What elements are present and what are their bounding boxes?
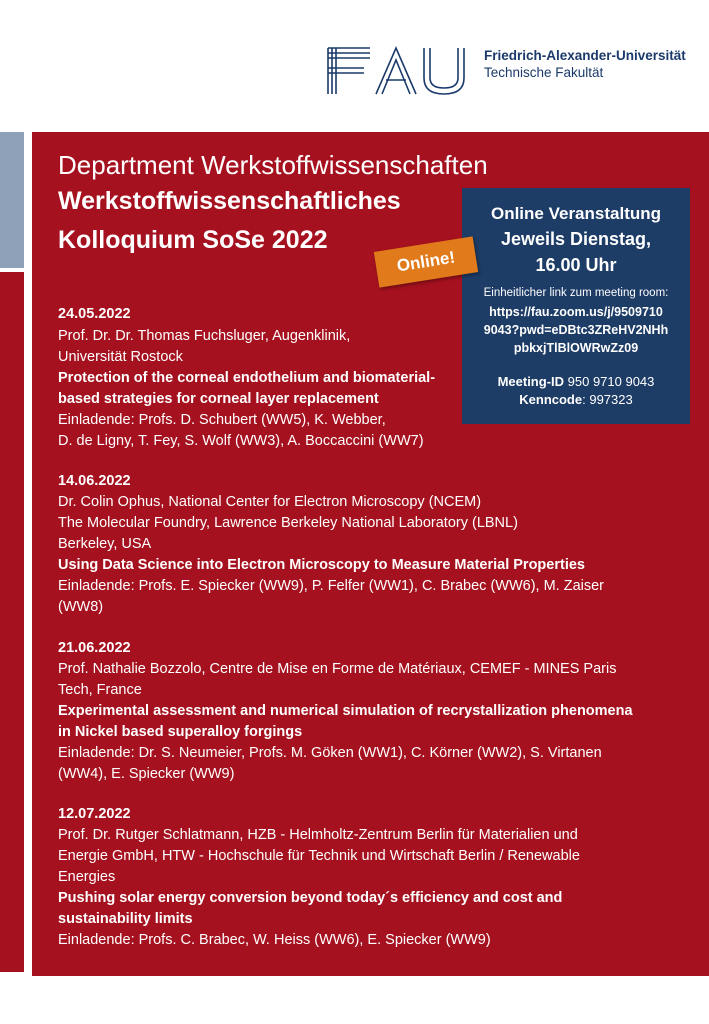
event-hosts: Einladende: Profs. E. Spiecker (WW9), P. Felfer (WW1), C. Brabec (WW6), M. Zaiser <box>58 578 605 594</box>
department-title: Department Werkstoffwissenschaften <box>58 150 488 180</box>
event-talk-title: Using Data Science into Electron Microscopy to Measure Material Properties <box>58 557 585 573</box>
zoom-link-line1[interactable]: https://fau.zoom.us/j/9509710 <box>489 305 663 319</box>
info-weekday: Jeweils Dienstag, <box>500 229 652 249</box>
event-hosts: Einladende: Dr. S. Neumeier, Profs. M. Göken (WW1), C. Körner (WW2), S. Virtanen <box>58 745 602 761</box>
university-name: Friedrich-Alexander-Universität <box>484 48 686 63</box>
passcode-value: : 997323 <box>582 392 633 407</box>
event-talk-title: Pushing solar energy conversion beyond today´s efficiency and cost and <box>58 890 563 906</box>
online-badge: Online! <box>374 236 478 287</box>
event-hosts: (WW4), E. Spiecker (WW9) <box>58 766 235 782</box>
colloquium-title-line1: Werkstoffwissenschaftliches <box>58 187 401 215</box>
event-speaker: Universität Rostock <box>58 349 183 365</box>
event-hosts: (WW8) <box>58 599 104 615</box>
event-speaker: Prof. Nathalie Bozzolo, Centre de Mise en Forme de Matériaux, CEMEF - MINES Paris <box>58 661 617 677</box>
event-talk-title: in Nickel based superalloy forgings <box>58 724 303 740</box>
fau-logo <box>326 46 470 96</box>
event-speaker: Prof. Dr. Dr. Thomas Fuchsluger, Augenklinik, <box>58 328 351 344</box>
event-hosts: D. de Ligny, T. Fey, S. Wolf (WW3), A. Boccaccini (WW7) <box>58 433 424 449</box>
passcode <box>462 392 690 407</box>
info-online-event: Online Veranstaltung <box>490 204 662 223</box>
event-speaker: Prof. Dr. Rutger Schlatmann, HZB - Helmholtz-Zentrum Berlin für Materialien und <box>58 827 578 843</box>
event-talk-title: Experimental assessment and numerical simulation of recrystallization phenomena <box>58 703 633 719</box>
meeting-id-value: 950 9710 9043 <box>564 374 655 389</box>
event-speaker: Energies <box>58 869 116 885</box>
event-hosts: Einladende: Profs. C. Brabec, W. Heiss (WW6), E. Spiecker (WW9) <box>58 932 491 948</box>
event-speaker: Tech, France <box>58 682 142 698</box>
event-talk-title: sustainability limits <box>58 911 193 927</box>
event-date: 21.06.2022 <box>58 640 131 656</box>
info-time: 16.00 Uhr <box>535 255 617 275</box>
event-hosts: Einladende: Profs. D. Schubert (WW5), K. Webber, <box>58 412 386 428</box>
meeting-id <box>462 374 690 389</box>
faculty-name: Technische Fakultät <box>484 65 604 80</box>
event-talk-title: based strategies for corneal layer replacement <box>58 391 379 407</box>
info-link-intro: Einheitlicher link zum meeting room: <box>483 287 669 299</box>
zoom-link-line2[interactable]: 9043?pwd=eDBtc3ZReHV2NHh <box>483 323 669 337</box>
event-date: 12.07.2022 <box>58 806 131 822</box>
passcode-label: Kenncode <box>519 392 583 407</box>
event-talk-title: Protection of the corneal endothelium and biomaterial- <box>58 370 436 386</box>
colloquium-title-line2: Kolloquium SoSe 2022 <box>58 226 328 254</box>
online-info-box <box>462 188 690 424</box>
event-speaker: Berkeley, USA <box>58 536 152 552</box>
event-date: 14.06.2022 <box>58 473 131 489</box>
event-date: 24.05.2022 <box>58 306 131 322</box>
event-speaker: Dr. Colin Ophus, National Center for Electron Microscopy (NCEM) <box>58 494 482 510</box>
zoom-link-line3[interactable]: pbkxjTlBlOWRwZz09 <box>513 341 639 355</box>
meeting-id-label: Meeting-ID <box>497 374 565 389</box>
event-speaker: Energie GmbH, HTW - Hochschule für Technik und Wirtschaft Berlin / Renewable <box>58 848 580 864</box>
event-speaker: The Molecular Foundry, Lawrence Berkeley National Laboratory (LBNL) <box>58 515 518 531</box>
side-bar-red <box>0 272 24 972</box>
side-bar-grey <box>0 132 24 268</box>
